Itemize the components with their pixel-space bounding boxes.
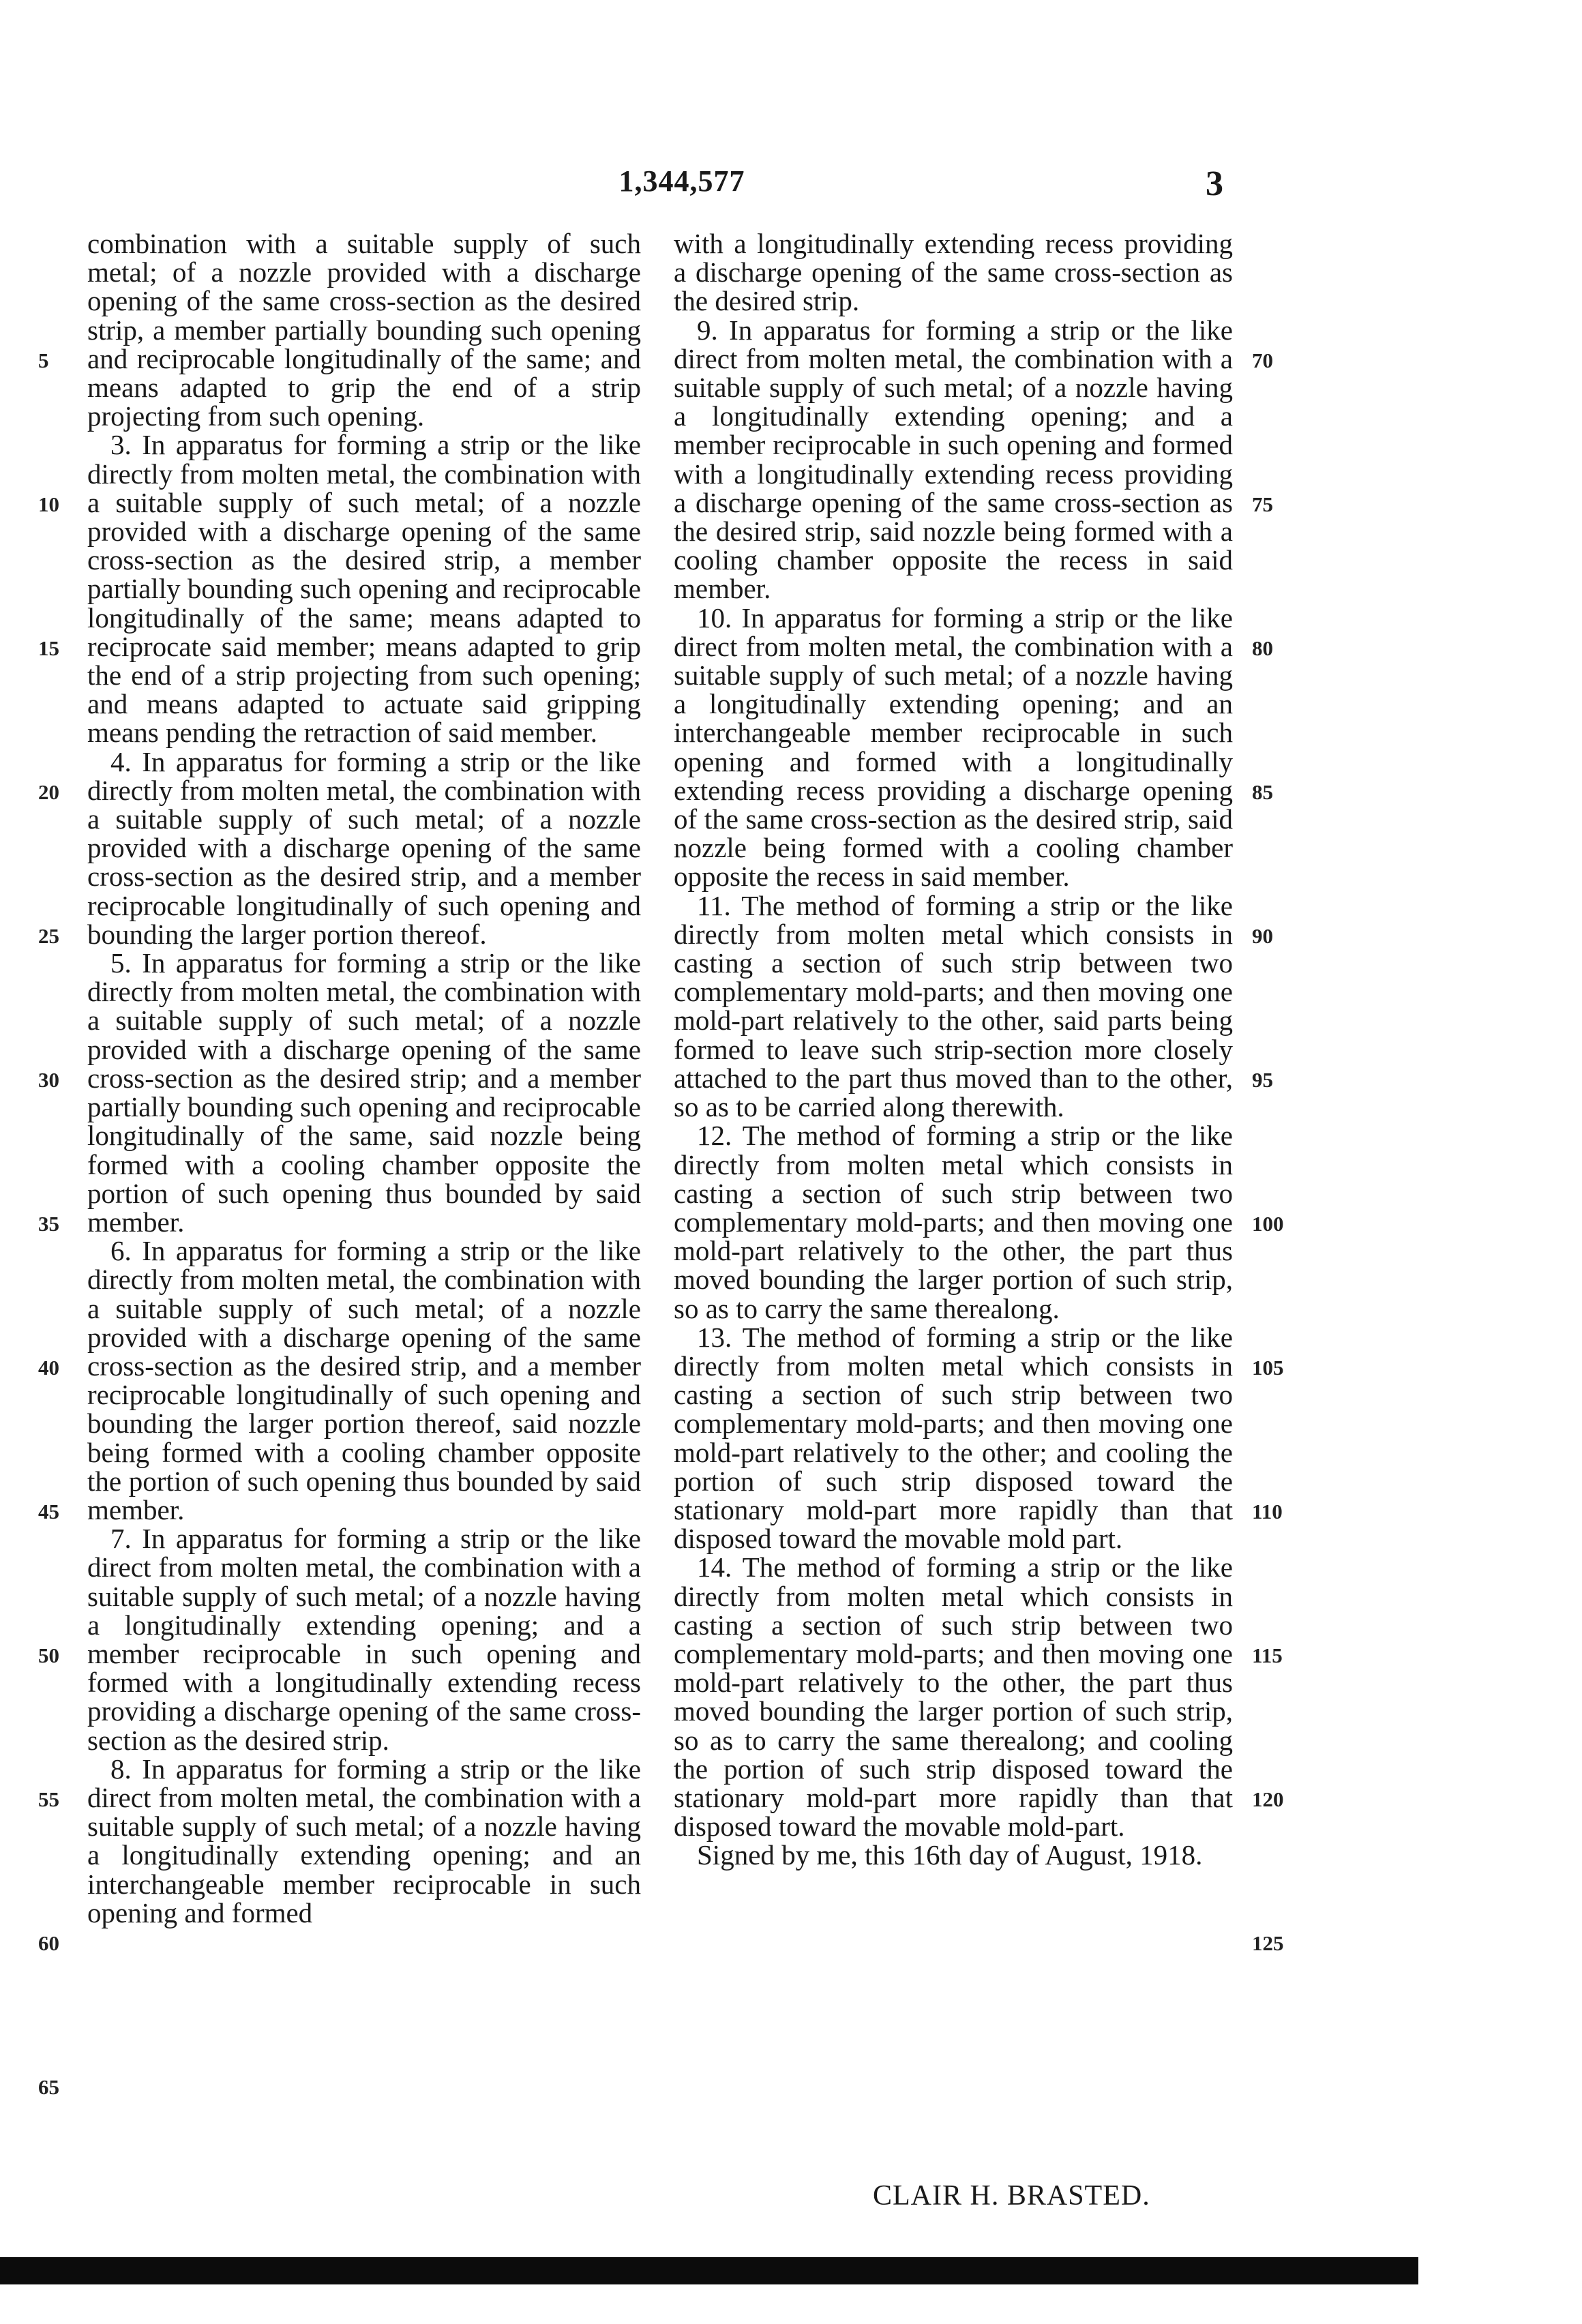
line-number: 50 <box>38 1643 59 1667</box>
line-number: 105 <box>1252 1355 1284 1380</box>
claim-paragraph: 4. In apparatus for forming a strip or the like directly from molten metal, the combination with a suitable supply of such metal; of a nozzle provided with a discharge opening of the same cross-section as the desired strip, and a member reciprocable longitudinally of such opening and bounding the larger portion thereof. <box>87 745 641 950</box>
line-number: 75 <box>1252 492 1273 516</box>
line-number: 60 <box>38 1931 59 1955</box>
patent-number: 1,344,577 <box>618 164 745 198</box>
claim-paragraph: 10. In apparatus for forming a strip or the like direct from molten metal, the combination with a suitable supply of such metal; of a nozzle having a longitudinally extending opening; and an interchangeable member reciprocable in such opening and formed with a longitudinally extending recess providing a discharge opening of the same cross-section as the desired strip, said nozzle being formed with a cooling chamber opposite the recess in said member. <box>674 601 1233 893</box>
line-number: 125 <box>1252 1931 1284 1955</box>
line-number: 90 <box>1252 923 1273 948</box>
left-text-column <box>87 229 641 1927</box>
claim-paragraph: 12. The method of forming a strip or the like directly from molten metal which consists in casting a section of such strip between two complementary mold-parts; and then moving one mold-part relatively to the other, the part thus moved bounding the larger portion of such strip, so as to carry the same therealong. <box>674 1120 1233 1324</box>
claim-paragraph: 3. In apparatus for forming a strip or the like directly from molten metal, the combination with a suitable supply of such metal; of a nozzle provided with a discharge opening of the same cross-section as the desired strip, a member partially bounding such opening and reciprocable longitudinally of the same; means adapted to reciprocate said member; means adapted to grip the end of a strip projecting from such opening; and means adapted to actuate said gripping means pending the retraction of said member. <box>87 429 641 749</box>
line-number: 120 <box>1252 1787 1284 1811</box>
line-number: 70 <box>1252 348 1273 372</box>
claim-paragraph: 14. The method of forming a strip or the like directly from molten metal which consists in casting a section of such strip between two complementary mold-parts; and then moving one mold-part relatively to the other, the part thus moved bounding the larger portion of such strip, so as to carry the same therealong; and cooling the portion of such strip disposed toward the stationary mold-part more rapidly than that disposed toward the movable mold-part. <box>674 1551 1233 1843</box>
line-number: 95 <box>1252 1067 1273 1092</box>
line-number: 10 <box>38 492 59 516</box>
line-number: 20 <box>38 779 59 804</box>
line-number: 45 <box>38 1499 59 1523</box>
signed-line: Signed by me, this 16th day of August, 1918. <box>697 1839 1203 1871</box>
line-number: 115 <box>1252 1643 1283 1667</box>
sheet-number: 3 <box>1206 164 1223 203</box>
line-number: 25 <box>38 923 59 948</box>
scan-edge-bar <box>0 2257 1418 2284</box>
line-number: 40 <box>38 1355 59 1380</box>
line-number: 15 <box>38 636 59 660</box>
claim-paragraph: 7. In apparatus for forming a strip or the like direct from molten metal, the combination with a suitable supply of such metal; of a nozzle having a longitudinally extending opening; and a member reciprocable in such opening and formed with a longitudinally extending recess providing a discharge opening of the same cross-section as the desired strip. <box>87 1523 641 1756</box>
line-number: 65 <box>38 2074 59 2099</box>
claim-paragraph: combination with a suitable supply of such metal; of a nozzle provided with a discharge opening of the same cross-section as the desired strip, a member partially bounding such opening and reciprocable longitudinally of the same; and means adapted to grip the end of a strip projecting from such opening. <box>87 228 641 432</box>
claim-paragraph: 11. The method of forming a strip or the like directly from molten metal which consists in casting a section of such strip between two complementary mold-parts; and then moving one mold-part relatively to the other, said parts being formed to leave such strip-section more closely attached to the part thus moved than to the other, so as to be carried along therewith. <box>674 889 1233 1123</box>
claim-paragraph: 13. The method of forming a strip or the like directly from molten metal which consists in casting a section of such strip between two complementary mold-parts; and then moving one mold-part relatively to the other; and cooling the portion of such strip disposed toward the stationary mold-part more rapidly than that disposed toward the movable mold part. <box>674 1321 1233 1555</box>
line-number: 35 <box>38 1211 59 1236</box>
right-text-column <box>674 229 1233 1870</box>
claim-paragraph: with a longitudinally extending recess providing a discharge opening of the same cross-section as the desired strip. <box>674 228 1233 317</box>
line-number: 100 <box>1252 1211 1284 1236</box>
line-number: 30 <box>38 1067 59 1092</box>
line-number: 85 <box>1252 779 1273 804</box>
claim-paragraph: 5. In apparatus for forming a strip or the like directly from molten metal, the combination with a suitable supply of such metal; of a nozzle provided with a discharge opening of the same cross-section as the desired strip; and a member partially bounding such opening and reciprocable longitudinally of the same, said nozzle being formed with a cooling chamber opposite the portion of such opening thus bounded by said member. <box>87 947 641 1238</box>
claim-paragraph: 6. In apparatus for forming a strip or the like directly from molten metal, the combination with a suitable supply of such metal; of a nozzle provided with a discharge opening of the same cross-section as the desired strip, and a member reciprocable longitudinally of such opening and bounding the larger portion thereof, said nozzle being formed with a cooling chamber opposite the portion of such opening thus bounded by said member. <box>87 1235 641 1525</box>
line-number: 55 <box>38 1787 59 1811</box>
line-number: 5 <box>38 348 49 372</box>
claim-paragraph: 9. In apparatus for forming a strip or the like direct from molten metal, the combination with a suitable supply of such metal; of a nozzle having a longitudinally extending opening; and a member reciprocable in such opening and formed with a longitudinally extending recess providing a discharge opening of the same cross-section as the desired strip, said nozzle being formed with a cooling chamber opposite the recess in said member. <box>674 314 1233 605</box>
line-number: 110 <box>1252 1499 1283 1523</box>
line-number: 80 <box>1252 636 1273 660</box>
signature: CLAIR H. BRASTED. <box>873 2180 1150 2211</box>
claim-paragraph: 8. In apparatus for forming a strip or the like direct from molten metal, the combination with a suitable supply of such metal; of a nozzle having a longitudinally extending opening; and an interchangeable member reciprocable in such opening and formed <box>87 1753 641 1928</box>
